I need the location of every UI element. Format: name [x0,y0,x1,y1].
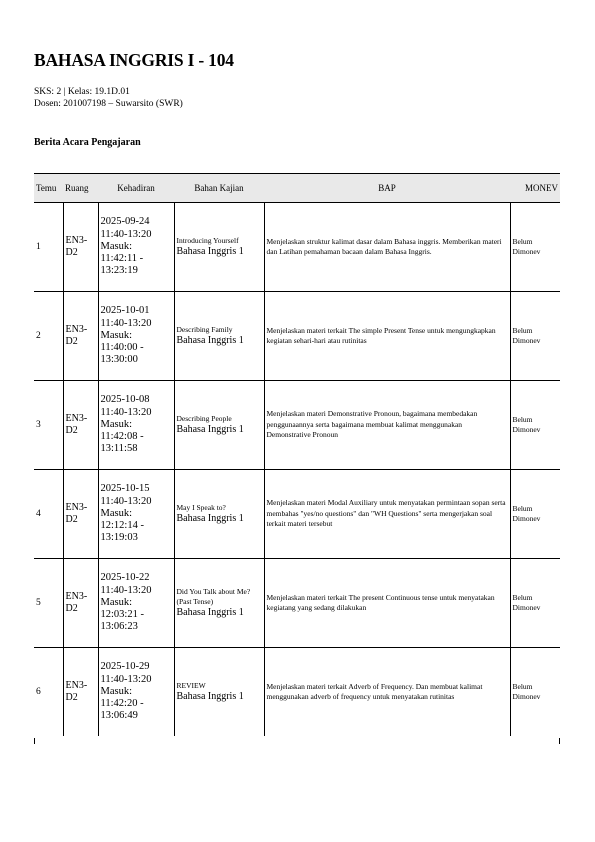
kehadiran-line: Masuk: [100,685,132,697]
cell-bahan-kajian [174,648,264,737]
ruang-line: EN3- [65,324,88,335]
bap-table [34,173,560,736]
kehadiran-line: 13:23:19 [100,265,138,277]
col-header-ruang: Ruang [63,174,98,203]
kehadiran-line: 12:12:14 - [100,520,144,532]
cell-monev [510,292,560,381]
section-title: Berita Acara Pengajaran [34,137,141,148]
subject-text: Bahasa Inggris 1 [176,335,244,346]
cell-temu: 3 [34,381,63,470]
kehadiran-line: 13:11:58 [100,443,138,455]
monev-line: Belum [512,237,533,246]
topic-text: Did You Talk about Me? (Past Tense) [176,587,251,606]
cell-temu: 1 [34,203,63,292]
topic-text: May I Speak to? [176,503,226,512]
monev-line: Belum [512,682,533,691]
table-continuation-left [34,738,35,744]
kehadiran-line: Masuk: [100,240,132,252]
cell-monev [510,648,560,737]
monev-line: Belum [512,415,533,424]
cell-bap: Menjelaskan materi terkait Adverb of Frequency. Dan membuat kalimat menggunakan adverb of frequency untuk menyatakan rutinitas [264,648,510,737]
kehadiran-line: 12:03:21 - [100,609,144,621]
kehadiran-line: 2025-10-01 [100,305,150,317]
kehadiran-line: Masuk: [100,329,132,341]
kehadiran-line: 11:40-13:20 [100,406,152,418]
cell-ruang [63,648,98,737]
kehadiran-line: 11:40-13:20 [100,228,152,240]
cell-kehadiran [98,292,174,381]
cell-ruang [63,559,98,648]
topic-text: Introducing Yourself [176,236,239,245]
table-row [34,470,560,559]
monev-line: Dimonev [512,603,541,612]
ruang-line: D2 [65,336,78,347]
subject-text: Bahasa Inggris 1 [176,424,244,435]
kehadiran-line: 2025-10-22 [100,572,150,584]
topic-text: Describing Family [176,325,233,334]
col-header-temu: Temu [34,174,63,203]
kehadiran-line: 13:06:49 [100,710,138,722]
ruang-line: D2 [65,603,78,614]
table-body [34,203,560,737]
kehadiran-line: 11:42:20 - [100,698,144,710]
cell-monev [510,381,560,470]
kehadiran-line: 11:42:11 - [100,253,144,265]
kehadiran-line: 11:40:00 - [100,342,144,354]
monev-line: Belum [512,504,533,513]
kehadiran-line: 2025-10-15 [100,483,150,495]
cell-temu: 4 [34,470,63,559]
kehadiran-line: 2025-10-08 [100,394,150,406]
table-row [34,381,560,470]
cell-ruang [63,381,98,470]
col-header-bahan-kajian: Bahan Kajian [174,174,264,203]
ruang-line: EN3- [65,680,88,691]
subject-text: Bahasa Inggris 1 [176,513,244,524]
cell-temu: 5 [34,559,63,648]
cell-kehadiran [98,203,174,292]
topic-text: REVIEW [176,681,206,690]
kehadiran-line: 2025-10-29 [100,661,150,673]
kehadiran-line: Masuk: [100,507,132,519]
kehadiran-line: 13:30:00 [100,354,138,366]
subject-text: Bahasa Inggris 1 [176,691,244,702]
table-row [34,292,560,381]
ruang-line: D2 [65,514,78,525]
cell-monev [510,559,560,648]
ruang-line: EN3- [65,413,88,424]
cell-kehadiran [98,559,174,648]
kehadiran-line: 11:40-13:20 [100,317,152,329]
monev-line: Dimonev [512,336,541,345]
cell-bap: Menjelaskan materi terkait The present Continuous tense untuk menyatakan kegiatang yang sedang dilakukan [264,559,510,648]
cell-bahan-kajian [174,470,264,559]
cell-bap: Menjelaskan materi terkait The simple Present Tense untuk mengungkapkan kegiatan sehari-hari atau rutinitas [264,292,510,381]
subject-text: Bahasa Inggris 1 [176,607,244,618]
subject-text: Bahasa Inggris 1 [176,246,244,257]
cell-kehadiran [98,648,174,737]
cell-temu: 2 [34,292,63,381]
kehadiran-line: 11:40-13:20 [100,584,152,596]
cell-monev [510,203,560,292]
course-meta-sks-kelas: SKS: 2 | Kelas: 19.1D.01 [34,87,130,97]
cell-bahan-kajian [174,203,264,292]
cell-monev [510,470,560,559]
kehadiran-line: 11:40-13:20 [100,673,152,685]
cell-bap: Menjelaskan materi Modal Auxiliary untuk menyatakan permintaan sopan serta membahas "yes/no questions" dan "WH Questions" serta mengerjakan soal terkait materi tersebut [264,470,510,559]
ruang-line: EN3- [65,235,88,246]
kehadiran-line: Masuk: [100,596,132,608]
cell-ruang [63,203,98,292]
table-row [34,648,560,737]
ruang-line: D2 [65,692,78,703]
monev-line: Belum [512,593,533,602]
cell-bap: Menjelaskan struktur kalimat dasar dalam Bahasa inggris. Memberikan materi dan Latihan pemahaman bacaan dalam Bahasa Inggris. [264,203,510,292]
kehadiran-line: Masuk: [100,418,132,430]
kehadiran-line: 11:42:08 - [100,431,144,443]
topic-text: Describing People [176,414,232,423]
kehadiran-line: 11:40-13:20 [100,495,152,507]
ruang-line: EN3- [65,502,88,513]
cell-temu: 6 [34,648,63,737]
cell-kehadiran [98,381,174,470]
table-continuation-right [559,738,560,744]
table-row [34,203,560,292]
col-header-monev: MONEV [510,174,560,203]
cell-kehadiran [98,470,174,559]
course-title: BAHASA INGGRIS I - 104 [34,50,234,70]
cell-ruang [63,292,98,381]
table-row [34,559,560,648]
col-header-bap: BAP [264,174,510,203]
table-header-row [34,174,560,203]
kehadiran-line: 2025-09-24 [100,216,150,228]
monev-line: Dimonev [512,247,541,256]
monev-line: Dimonev [512,514,541,523]
ruang-line: D2 [65,425,78,436]
monev-line: Belum [512,326,533,335]
cell-bahan-kajian [174,292,264,381]
cell-bahan-kajian [174,381,264,470]
cell-bahan-kajian [174,559,264,648]
monev-line: Dimonev [512,692,541,701]
cell-ruang [63,470,98,559]
monev-line: Dimonev [512,425,541,434]
kehadiran-line: 13:19:03 [100,532,138,544]
ruang-line: EN3- [65,591,88,602]
course-meta-dosen: Dosen: 201007198 – Suwarsito (SWR) [34,99,183,109]
ruang-line: D2 [65,247,78,258]
col-header-kehadiran: Kehadiran [98,174,174,203]
cell-bap: Menjelaskan materi Demonstrative Pronoun, bagaimana membedakan penggunaannya serta bagaimana membuat kalimat menggunakan Demonstrative Pronoun [264,381,510,470]
kehadiran-line: 13:06:23 [100,621,138,633]
